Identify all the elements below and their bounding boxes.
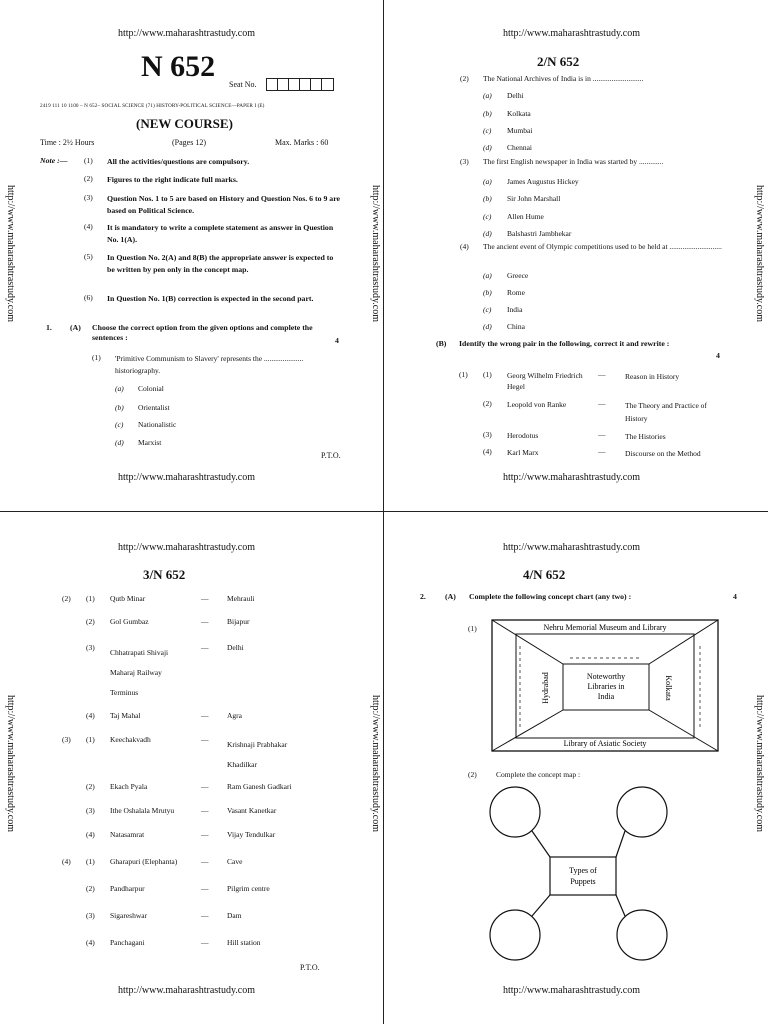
- pair-number: (4): [483, 447, 492, 456]
- q1-instruction: Choose the correct option from the given options and complete the sentences :: [92, 323, 313, 342]
- row-number: (4): [86, 711, 95, 720]
- row-number: (1): [86, 735, 95, 744]
- page4-url-top[interactable]: http://www.maharashtrastudy.com: [503, 542, 641, 553]
- q3-option-label: (b): [483, 194, 492, 203]
- page1-paper-code: N 652: [141, 50, 216, 83]
- row-dash: —: [201, 643, 209, 652]
- note-number: (1): [84, 156, 93, 165]
- q1b-marks: 4: [716, 351, 720, 360]
- row-number: (3): [86, 806, 95, 815]
- q3-number: (3): [460, 157, 469, 166]
- page3-pto: P.T.O.: [300, 963, 320, 972]
- map-center-line2: Puppets: [570, 877, 596, 886]
- note-text: Question Nos. 1 to 5 are based on History and Question Nos. 6 to 9 are based on Political Science.: [107, 194, 340, 215]
- map-circle-bottom-right[interactable]: [617, 910, 667, 960]
- note-text: In Question No. 2(A) and 8(B) the appropriate answer is expected to be written by pen only in the concept map.: [107, 253, 334, 274]
- row-number: (3): [86, 643, 95, 652]
- q2-number: (2): [460, 74, 469, 83]
- group-number: (2): [62, 594, 71, 603]
- row-dash: —: [201, 782, 209, 791]
- row-number: (2): [86, 782, 95, 791]
- q4-number: (4): [460, 242, 469, 251]
- pair-dash: —: [598, 430, 606, 439]
- q2-option-label: (a): [483, 91, 492, 100]
- row-right: Dam: [227, 911, 242, 920]
- page3-url-top[interactable]: http://www.maharashtrastudy.com: [118, 542, 256, 553]
- option-label: (d): [115, 438, 124, 447]
- row-left: Ekach Pyala: [110, 782, 148, 791]
- q4-text: The ancient event of Olympic competitions used to be held at ............................: [483, 242, 722, 251]
- q3-text: The first English newspaper in India was started by .............: [483, 157, 664, 166]
- row-number: (3): [86, 911, 95, 920]
- note-number: (4): [84, 222, 93, 231]
- q1-sub1-text: 'Primitive Communism to Slavery' represents the ..................... historiography.: [115, 354, 304, 375]
- max-marks: Max. Marks : 60: [275, 138, 329, 147]
- q2-part-label: (A): [445, 592, 456, 601]
- note-text: In Question No. 1(B) correction is expected in the second part.: [107, 294, 314, 303]
- chart-left-label: Hydrabad: [541, 672, 550, 704]
- row-left: Pandharpur: [110, 884, 145, 893]
- group-number: (3): [62, 735, 71, 744]
- page-count: (Pages 12): [172, 138, 206, 147]
- q2-option-text: Kolkata: [507, 109, 531, 118]
- row-right: Hill station: [227, 938, 261, 947]
- q2-marks: 4: [733, 592, 737, 601]
- q3-option-text: Allen Hume: [507, 212, 544, 221]
- row-left: Sigareshwar: [110, 911, 148, 920]
- q2-text: The National Archives of India is in ...........................: [483, 74, 644, 83]
- q4-option-text: China: [507, 322, 525, 331]
- q1-number: 1.: [46, 323, 52, 332]
- puppets-concept-map: [480, 775, 690, 975]
- option-text: Orientalist: [138, 403, 170, 412]
- row-dash: —: [201, 857, 209, 866]
- q3-option-label: (c): [483, 212, 492, 221]
- chart-center-line2: Libraries in: [587, 682, 625, 691]
- q2-option-label: (c): [483, 126, 492, 135]
- option-label: (b): [115, 403, 124, 412]
- chart-bottom-label: Library of Asiatic Society: [563, 739, 647, 748]
- pair-right: The Theory and Practice of History: [625, 401, 707, 423]
- pair-dash: —: [598, 370, 606, 379]
- pair-left: Karl Marx: [507, 448, 539, 457]
- map-circle-bottom-left[interactable]: [490, 910, 540, 960]
- q4-option-text: Greece: [507, 271, 529, 280]
- row-dash: —: [201, 735, 209, 744]
- pair-left: Herodotus: [507, 431, 539, 440]
- page3-url-side-right[interactable]: http://www.maharashtrastudy.com: [370, 695, 381, 833]
- q2-instruction: Complete the following concept chart (any two) :: [469, 592, 632, 601]
- page1-url-top[interactable]: http://www.maharashtrastudy.com: [118, 28, 256, 39]
- row-left: Taj Mahal: [110, 711, 141, 720]
- group-number: (4): [62, 857, 71, 866]
- option-text: Marxist: [138, 438, 162, 447]
- note-text: Figures to the right indicate full marks.: [107, 175, 238, 184]
- row-right: Pilgrim centre: [227, 884, 270, 893]
- note-number: (6): [84, 293, 93, 302]
- pair-dash: —: [598, 399, 606, 408]
- row-number: (4): [86, 830, 95, 839]
- pair-left: Georg Wilhelm Friedrich Hegel: [507, 371, 583, 391]
- row-right: Agra: [227, 711, 242, 720]
- pair-number: (2): [483, 399, 492, 408]
- q1b-instruction: Identify the wrong pair in the following, correct it and rewrite :: [459, 339, 670, 348]
- row-left: Ithe Oshalala Mrutyu: [110, 806, 175, 815]
- q3-option-text: Balshastri Jambhekar: [507, 229, 572, 238]
- option-text: Colonial: [138, 384, 164, 393]
- q2-option-text: Chennai: [507, 143, 532, 152]
- pair-right: The Histories: [625, 432, 666, 441]
- map-circle-top-right[interactable]: [617, 787, 667, 837]
- chart-center-line3: India: [597, 692, 615, 701]
- row-left: Keechakvadh: [110, 735, 151, 744]
- chart-center-line1: Noteworthy: [586, 672, 626, 681]
- row-dash: —: [201, 711, 209, 720]
- row-right: Vijay Tendulkar: [227, 830, 276, 839]
- pair-right: Discourse on the Method: [625, 449, 701, 458]
- pair-left: Leopold von Ranke: [507, 400, 567, 409]
- pair-number: (3): [483, 430, 492, 439]
- option-text: Nationalistic: [138, 420, 177, 429]
- q4-option-label: (a): [483, 271, 492, 280]
- note-number: (2): [84, 174, 93, 183]
- q4-option-text: India: [507, 305, 523, 314]
- chart-right-label: Kolkata: [664, 675, 673, 701]
- chart1-number: (1): [468, 624, 477, 633]
- row-left: Gol Gumbaz: [110, 617, 149, 626]
- row-right: Mehrauli: [227, 594, 255, 603]
- q2-option-label: (b): [483, 109, 492, 118]
- row-left: Panchagani: [110, 938, 145, 947]
- pair-right: Reason in History: [625, 372, 680, 381]
- page2-header: 2/N 652: [537, 54, 580, 69]
- note-number: (5): [84, 252, 93, 261]
- q4-option-label: (d): [483, 322, 492, 331]
- page3-header: 3/N 652: [143, 567, 186, 582]
- map-circle-top-left[interactable]: [490, 787, 540, 837]
- option-label: (a): [115, 384, 124, 393]
- q2-option-text: Mumbai: [507, 126, 533, 135]
- seat-number-label: Seat No.: [229, 80, 257, 89]
- horizontal-page-divider: [0, 511, 768, 512]
- page1-url-side-right[interactable]: http://www.maharashtrastudy.com: [370, 185, 381, 323]
- page4-url-side[interactable]: http://www.maharashtrastudy.com: [754, 695, 765, 833]
- page3-url-bottom[interactable]: http://www.maharashtrastudy.com: [118, 985, 256, 996]
- q3-option-label: (d): [483, 229, 492, 238]
- pair-number: (1): [483, 370, 492, 379]
- q2-number: 2.: [420, 592, 426, 601]
- row-left: Gharapuri (Elephanta): [110, 857, 178, 866]
- q1-sub1-number: (1): [92, 353, 101, 362]
- page2-url-side[interactable]: http://www.maharashtrastudy.com: [754, 185, 765, 323]
- q3-option-text: James Augustus Hickey: [507, 177, 579, 186]
- page4-url-bottom[interactable]: http://www.maharashtrastudy.com: [503, 985, 641, 996]
- row-number: (4): [86, 938, 95, 947]
- paper-code-line: 2419 111 10 1100 – N 652– SOCIAL SCIENCE (71) HISTORY-POLITICAL SCIENCE—PAPER I (E): [40, 103, 265, 109]
- q4-option-text: Rome: [507, 288, 525, 297]
- seat-number-boxes[interactable]: [266, 78, 334, 91]
- q1b-group-number: (1): [459, 370, 468, 379]
- row-dash: —: [201, 594, 209, 603]
- row-right: Bijapur: [227, 617, 250, 626]
- page2-url-bottom[interactable]: http://www.maharashtrastudy.com: [503, 472, 641, 483]
- map2-number: (2): [468, 770, 477, 779]
- q2-option-label: (d): [483, 143, 492, 152]
- map2-instruction: Complete the concept map :: [496, 770, 581, 779]
- row-dash: —: [201, 830, 209, 839]
- q4-option-label: (b): [483, 288, 492, 297]
- row-right: Cave: [227, 857, 243, 866]
- row-left: Natasamrat: [110, 830, 145, 839]
- page3-url-side[interactable]: http://www.maharashtrastudy.com: [5, 695, 16, 833]
- row-right: Krishnaji Prabhakar Khadilkar: [227, 740, 288, 769]
- row-right: Vasant Kanetkar: [227, 806, 277, 815]
- page1-url-bottom[interactable]: http://www.maharashtrastudy.com: [118, 472, 256, 483]
- row-dash: —: [201, 806, 209, 815]
- row-number: (2): [86, 617, 95, 626]
- note-text: It is mandatory to write a complete statement as answer in Question No. 1(A).: [107, 223, 334, 244]
- row-right: Ram Ganesh Gadkari: [227, 782, 292, 791]
- q4-option-label: (c): [483, 305, 492, 314]
- q3-option-text: Sir John Marshall: [507, 194, 561, 203]
- row-dash: —: [201, 938, 209, 947]
- page2-url-top[interactable]: http://www.maharashtrastudy.com: [503, 28, 641, 39]
- q1-part-label: (A): [70, 323, 81, 332]
- note-text: All the activities/questions are compulsory.: [107, 157, 250, 166]
- q2-option-text: Delhi: [507, 91, 524, 100]
- note-label: Note :—: [40, 156, 68, 165]
- row-dash: —: [201, 884, 209, 893]
- pair-dash: —: [598, 447, 606, 456]
- chart-top-label: Nehru Memorial Museum and Library: [543, 623, 667, 632]
- library-concept-chart: [490, 618, 720, 753]
- note-number: (3): [84, 193, 93, 202]
- row-number: (2): [86, 884, 95, 893]
- row-right: Delhi: [227, 643, 244, 652]
- map-center-line1: Types of: [569, 866, 597, 875]
- map-center-box: [550, 857, 616, 895]
- row-dash: —: [201, 617, 209, 626]
- page1-url-side[interactable]: http://www.maharashtrastudy.com: [5, 185, 16, 323]
- course-title: (NEW COURSE): [136, 116, 233, 131]
- row-left: Chhatrapati Shivaji Maharaj Railway Terminus: [110, 648, 169, 697]
- q3-option-label: (a): [483, 177, 492, 186]
- option-label: (c): [115, 420, 124, 429]
- q1b-label: (B): [436, 339, 447, 348]
- exam-time: Time : 2½ Hours: [40, 138, 95, 147]
- row-left: Qutb Minar: [110, 594, 146, 603]
- page4-header: 4/N 652: [523, 567, 566, 582]
- page1-pto: P.T.O.: [321, 451, 341, 460]
- vertical-page-divider: [383, 0, 384, 1024]
- row-number: (1): [86, 594, 95, 603]
- row-dash: —: [201, 911, 209, 920]
- q1-marks: 4: [335, 336, 339, 345]
- row-number: (1): [86, 857, 95, 866]
